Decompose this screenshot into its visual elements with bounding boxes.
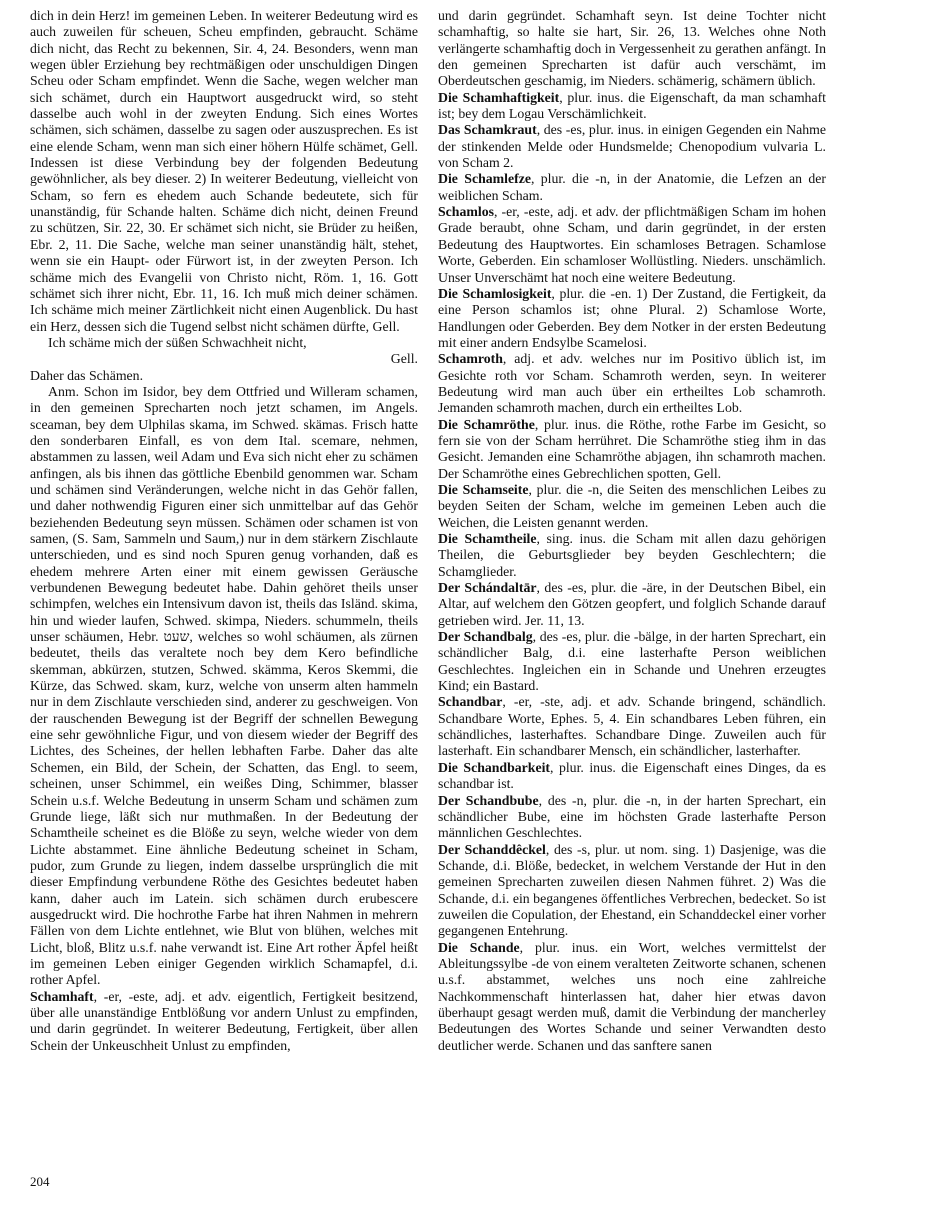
entry-text: , plur. inus. die Röthe, rothe Farbe im Gesicht, so fern sie von der Scham herrühret. Die Schamröthe stieg ihm in das Gesicht. Jemanden eine Schamröthe abjagen, ihn schamroth machen. Der Schamröthe eines Gebrechlichen spotten, Gell. [438,416,826,481]
entry-headword: Die Schamlefze [438,171,531,187]
entry-text: Ich schäme mich der süßen Schwachheit nicht, [48,334,307,350]
dictionary-entry [438,90,826,123]
entry-text: , des -es, plur. inus. in einigen Gegenden ein Nahme der stinkenden Melde oder Hundsmelde; Chenopodium vulvaria L. von Scham 2. [438,122,826,171]
entry-text: , plur. die -en. 1) Der Zustand, die Fertigkeit, da eine Person schamlos ist; ohne Plural. 2) Schamlose Worte, Handlungen oder Geberden. Bey dem Notker in der ersten Bedeutung mit einer andern Endsylbe Scamelosi. [438,285,826,350]
entry-headword: Die Schamhaftigkeit [438,89,560,105]
left-column [30,8,418,1054]
entry-text: , -er, -este, adj. et adv. der pflichtmäßigen Scham im hohen Grade beraubt, ohne Scham, und darin gegründet, in der ersten Bedeutung des Hauptwortes. Ein schamloses Betragen. Schamlose Worte, Geberden. Ein schamloser Wollüstling. Nieders. unschämlich. Unser Unverschämt hat noch eine weitere Bedeutung. [438,204,826,285]
entry-headword: Schamhaft [30,988,94,1004]
entry-text: Anm. Schon im Isidor, bey dem Ottfried und Willeram schamen, in den gemeinen Sprecharten noch jetzt schamen, im Angels. sceaman, bey dem Ulphilas skama, im Schwed. skämas. Frisch hatte den sonderbaren Einfall, es von dem Ital. scemare, nehmen, abstammen zu lassen, weil Adam und Eva sich nicht eher zu schämen anfingen, als bis ihnen das göttliche Ebenbild genommen war. Scham und schämen sind Veränderungen, welche nicht in das Gehör fallen, und daher nothwendig Figuren einer sich unmittelbar auf das Gehör beziehenden Bedeutung seyn müssen. Schämen oder schamen ist von samen, (S. Sam, Sammeln und Saum,) nur in dem stärkern Zischlaute unterschieden, und es sind noch Spuren genug vorhanden, daß es ehedem mehrere Arten einer mit einem gewissen Geräusche verbundenen Bewegung bedeutet habe. Dahin gehöret theils unser schimpfen, welches ein Intensivum davon ist, theils das Isländ. skima, hin und wieder laufen, Schwed. skimpa, Nieders. schummeln, theils unser schäumen, Hebr. שעט, welches so wohl schäumen, als zürnen bedeutet, theils das veraltete noch bey dem Kero befindliche skemman, abkürzen, stutzen, Schwed. skämma, Keros Skemmi, die Kürze, das Schwed. skam, kurz, welche von unserm alten hammeln nur in dem Zischlaute verschieden sind, anderer zu geschweigen. Von der rauschenden Bewegung ist der Begriff der schnellen Bewegung eine sehr gewöhnliche Figur, und von diesem wieder der Begriff des Lichtes, des Scheines, der hellen lebhaften Farbe. Daher das alte Schemen, ein Bild, der Schein, der Schatten, das Engl. to seem, scheinen, unser Schimmel, ein weißes Ding, Schimmer, blasser Schein u.s.f. Welche Bedeutung in unserm Scham und schämen zum Grunde liege, läßt sich nur muthmaßen. In der Bedeutung der Schamtheile scheinet es die Blöße zu seyn, welche wieder von dem Lichte abstammet. Eine ähnliche Bedeutung scheinet in Scham, pudor, zum Grunde zu liegen, indem dasselbe ursprünglich die mit dieser Empfindung verbundene Röthe des Gesichtes bedeutet haben kann, daher auch im Latein. sich schämen durch erubescere ausgedruckt wird. Die hochrothe Farbe hat ihren Nahmen in mehrern Fällen von dem Lichte entlehnet, wie Blut von blühen, welches mit Licht, bloß, Blitz u.s.f. nahe verwandt ist. Eine Art rother Äpfel heißt im gemeinen Leben einiger Gegenden wirklich Schamapfel, d.i. rother Apfel. [30,383,418,988]
dictionary-entry [438,940,826,1054]
dictionary-entry [438,629,826,694]
entry-text: Daher das Schämen. [30,367,144,383]
dictionary-entry [438,171,826,204]
entry-text: , plur. inus. die Eigenschaft, da man schamhaft ist; bey dem Logau Verschämlichkeit. [438,89,827,122]
entry-headword: Die Schande [438,939,520,955]
right-paragraph [438,8,826,90]
entry-text: , plur. die -n, die Seiten des menschlichen Leibes zu beyden Seiten der Scham, welche im gemeinen Leben auch die Weichen, die Leisten genannt werden. [438,481,827,530]
entry-headword: Die Schamtheile [438,531,537,546]
entry-text: , sing. inus. die Scham mit allen dazu gehörigen Theilen, die Geburtsglieder bey beyden Geschlechtern; die Schamglieder. [438,531,826,579]
entry-text: , des -s, plur. ut nom. sing. 1) Dasjenige, was die Schande, d.i. Blöße, bedecket, in welchem Verstande der Hut in den gemeinen Sprecharten zuweilen diesen Nahmen führet. 2) Was die Schande, d.i. ein begangenes öffentliches Verbrechen, bedecket. So ist zuweilen die Copulation, der Ehestand, ein Schanddeckel einer vorher gegangenen Entehrung. [438,841,826,939]
right-column [438,8,826,1054]
entry-headword: Der Schanddêckel [438,841,546,857]
dictionary-entry [438,760,826,793]
dictionary-entry [438,842,826,940]
left-paragraph [30,368,418,384]
entry-text: , des -n, plur. die -n, in der harten Sprechart, ein schändlicher Bube, eine im höchsten Grade lasterhafte Person männlichen Geschlechtes. [438,792,826,841]
entry-text: , adj. et adv. welches nur im Positivo üblich ist, im Gesichte roth vor Scham. Schamroth werden, seyn. In weiterer Bedeutung wird man auch über ein ertheiltes Lob schamroth. Jemanden schamroth machen, durch ein ertheiltes Lob. [438,351,826,416]
entry-text: , -er, -este, adj. et adv. eigentlich, Fertigkeit besitzend, über alle unanständige Entblößung vor andern Unlust zu empfinden, und darin gegründet. In weiterer Bedeutung, Fertigkeit, über allen Schein der Unkeuschheit Unlust zu empfinden, [30,988,418,1053]
dictionary-entry [438,482,826,531]
dictionary-entry [438,286,826,351]
entry-headword: Die Schamröthe [438,416,535,432]
dictionary-entry [438,122,826,171]
entry-text: , plur. die -n, in der Anatomie, die Lefzen an der weiblichen Scham. [438,171,826,203]
entry-text: , -er, -ste, adj. et adv. Schande bringend, schändlich. Schandbare Worte, Ephes. 5, 4. Ein schandbares Leben führen, ein schändliches, lasterhaftes. Schandbare Dinge. Zuweilen auch für lasterhaft. Ein schandbarer Mensch, ein schändlicher, lasterhafter. [438,694,826,759]
entry-headword: Der Schándaltār [438,580,537,596]
dictionary-entry [30,989,418,1054]
entry-text: Gell. [390,351,418,367]
entry-headword: Die Schamseite [438,481,529,497]
entry-headword: Die Schandbarkeit [438,759,551,775]
entry-headword: Schamlos [438,204,494,220]
entry-text: , des -es, plur. die -äre, in der Deutschen Bibel, ein Altar, auf welchem den Götzen geopfert, und folglich Schande darauf getrieben wird. Jer. 11, 13. [438,580,826,628]
dictionary-entry [438,204,826,286]
entry-headword: Das Schamkraut [438,122,537,138]
left-paragraph [30,335,418,351]
left-paragraph [30,351,418,367]
entry-text: dich in dein Herz! im gemeinen Leben. In weiterer Bedeutung wird es auch zuweilen für scheuen, Scheu empfinden, gebraucht. Schäme dich nicht, das Recht zu bekennen, Sir. 4, 24. Besonders, wenn man wegen übler Erziehung bey rechtmäßigen oder unschuldigen Dingen Scheu oder Scham empfindet. Wenn die Sache, wegen welcher man sich schämet, durch ein Hauptwort ausgedruckt wird, so steht dasselbe auch wohl in der zweyten Endung. Sich eines Wortes schämen, sich schämen, dasselbe zu sagen oder auszusprechen. Es ist eine elende Scham, wenn man sich einer höhern Hülfe schämet, Gell. Indessen ist diese Verbindung bey der folgenden Bedeutung gewöhnlicher, als bey dieser. 2) In weiterer Bedeutung, vielleicht von Scham, so fern es ehedem auch Schande bedeutete, sich für unanständig, für Schande halten. Schäme dich nicht, deinen Freund zu schützen, Sir. 22, 30. Er schämet sich nicht, sie Brüder zu heißen, Ebr. 2, 11. Die Sache, welche man seiner unanständig hält, stehet, wenn sie ein Haupt- oder Fürwort ist, in der zweyten Person. Ich schäme mich des Evangelii von Christo nicht, Röm. 1, 16. Gott schämet sich ihrer nicht, Ebr. 11, 16. Ich muß mich deiner schämen. Ich schäme mich meiner Zärtlichkeit nicht einen Augenblick. Du hast ein Herz, dessen sich die Tugend selbst nicht schämen dürfte, Gell. [30,8,418,334]
entry-headword: Der Schandbube [438,792,539,808]
dictionary-entry [438,580,826,629]
entry-text: , des -es, plur. die -bälge, in der harten Sprechart, ein schändlicher Balg, d.i. eine lasterhafte Person weiblichen Geschlechtes. Ingleichen ein in Schande und Unehren erzeugtes Kind; ein Bastard. [438,629,827,694]
entry-headword: Der Schandbalg [438,629,533,645]
entry-headword: Schamroth [438,351,503,367]
entry-headword: Die Schamlosigkeit [438,285,552,301]
dictionary-entry [438,351,826,416]
entry-text: und darin gegründet. Schamhaft seyn. Ist deine Tochter nicht schamhaftig, so halte sie hart, Sir. 26, 13. Welches ohne Noth verlängerte schamhaftig doch in Vergessenheit zu gerathen anfängt. In den gemeinen Sprecharten ist dafür auch verschämt, im Oberdeutschen geschamig, im Nieders. schämerig, schämern üblich. [438,8,826,89]
page-number: 204 [30,1174,50,1189]
left-paragraph [30,384,418,989]
entry-text: , plur. inus. ein Wort, welches vermittelst der Ableitungssylbe -de von einem veralteten Zeitworte schanen, schenen u.s.f. abstammet, welches uns noch eine zahlreiche Nachkommenschaft hinterlassen hat, daher hier etwas davon überhaupt gesagt werden muß, damit die Verbindung der mancherley Bedeutungen des Wortes Schande und seiner Verwandten desto deutlicher werde. Schanen und das sanftere sanen [438,939,826,1053]
entry-headword: Schandbar [438,694,503,710]
dictionary-entry [438,793,826,842]
left-paragraph [30,8,418,335]
entry-text: , plur. inus. die Eigenschaft eines Dinges, da es schandbar ist. [438,759,826,792]
dictionary-entry [438,531,826,580]
dictionary-entry [438,694,826,759]
dictionary-entry [438,417,826,482]
